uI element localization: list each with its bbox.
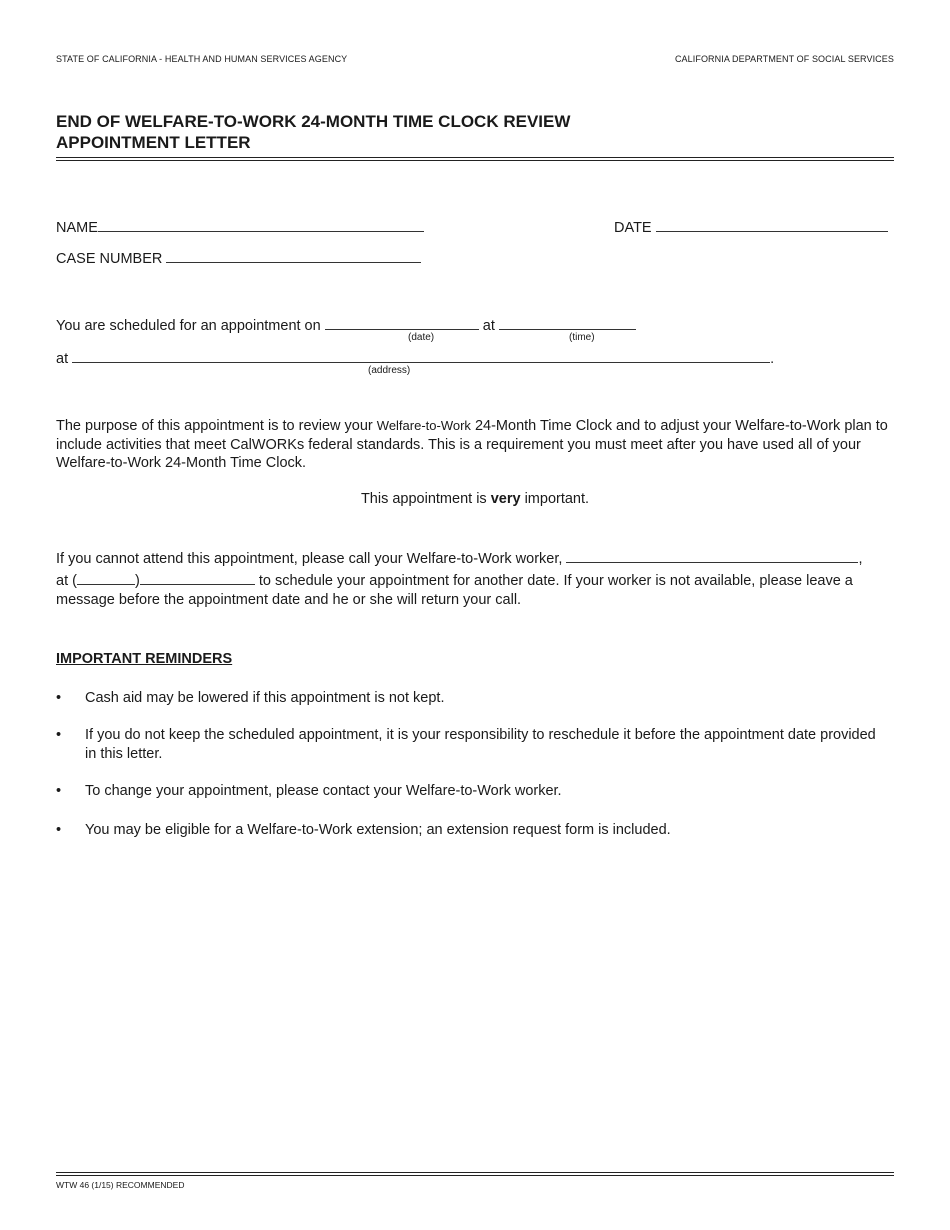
- appointment-at-word: at: [482, 318, 495, 334]
- bullet-icon: •: [56, 690, 62, 706]
- name-label: NAME: [56, 220, 98, 236]
- reminders-heading: IMPORTANT REMINDERS: [56, 651, 233, 667]
- contact-comma: ,: [858, 551, 863, 567]
- phone-number-line[interactable]: [140, 571, 255, 585]
- importance-bold: very: [490, 491, 521, 507]
- worker-name-line[interactable]: [566, 549, 858, 563]
- bullet-icon: •: [56, 783, 62, 799]
- case-number-label: CASE NUMBER: [56, 251, 163, 267]
- contact-at: at (: [56, 573, 77, 589]
- reminder-text: To change your appointment, please contact your Welfare-to-Work worker.: [85, 783, 562, 799]
- name-field[interactable]: [56, 218, 424, 236]
- address-prefix: at: [56, 351, 69, 367]
- footer-rule-top: [56, 1172, 894, 1173]
- agency-left: STATE OF CALIFORNIA - HEALTH AND HUMAN SERVICES AGENCY: [56, 54, 348, 64]
- address-period: .: [770, 351, 775, 367]
- reminder-text: If you do not keep the scheduled appointment, it is your responsibility to reschedule it before the appointment date provided in this letter.: [85, 727, 876, 762]
- bullet-icon: •: [56, 727, 62, 743]
- title-line-2: APPOINTMENT LETTER: [56, 133, 251, 152]
- appointment-intro: You are scheduled for an appointment on: [56, 318, 321, 334]
- contact-line-3: message before the appointment date and he or she will return your call.: [56, 592, 522, 608]
- contact-text-1: If you cannot attend this appointment, please call your Welfare-to-Work worker,: [56, 551, 563, 567]
- importance-before: This appointment is: [360, 491, 491, 507]
- title-line-1: END OF WELFARE-TO-WORK 24-MONTH TIME CLOCK REVIEW: [56, 112, 571, 131]
- purpose-paragraph: [56, 417, 894, 473]
- purpose-text-1: The purpose of this appointment is to review your: [56, 418, 377, 434]
- address-caption: (address): [368, 365, 411, 376]
- importance-after: important.: [520, 491, 590, 507]
- agency-right: CALIFORNIA DEPARTMENT OF SOCIAL SERVICES: [674, 54, 894, 64]
- purpose-text-2: 24-Month Time Clock and to adjust your Welfare-to-Work plan to include activities that meet CalWORKs federal standards. This is a requirement you must meet after you have used all of your Welfare-to-Work 24-Month Time Clock.: [56, 418, 888, 471]
- appointment-date-line[interactable]: [325, 316, 479, 330]
- bullet-icon: •: [56, 822, 62, 838]
- footer-rule-bottom: [56, 1175, 894, 1176]
- appointment-line: [56, 316, 636, 334]
- address-input-line[interactable]: [72, 349, 770, 363]
- name-line[interactable]: [98, 218, 424, 232]
- date-line[interactable]: [656, 218, 888, 232]
- time-caption: (time): [569, 332, 595, 343]
- contact-line-2: [56, 571, 853, 589]
- title-rule-bottom: [56, 160, 894, 161]
- reminder-text: Cash aid may be lowered if this appointment is not kept.: [85, 690, 445, 706]
- appointment-time-line[interactable]: [499, 316, 636, 330]
- reminder-text: You may be eligible for a Welfare-to-Work extension; an extension request form is included.: [85, 822, 671, 838]
- purpose-text-small: Welfare-to-Work: [376, 418, 471, 433]
- contact-text-2: to schedule your appointment for another date. If your worker is not available, please leave a: [254, 573, 853, 589]
- case-number-field[interactable]: [56, 249, 421, 267]
- contact-line-1: [56, 549, 862, 567]
- case-number-line[interactable]: [166, 249, 421, 263]
- date-label: DATE: [614, 220, 652, 236]
- page-title: [56, 111, 570, 153]
- importance-line: [0, 491, 950, 507]
- title-rule-top: [56, 157, 894, 158]
- area-code-line[interactable]: [77, 571, 135, 585]
- contact-paren: ): [134, 573, 140, 589]
- address-line: [56, 349, 774, 367]
- date-caption: (date): [408, 332, 435, 343]
- date-field[interactable]: [614, 218, 888, 236]
- form-id: WTW 46 (1/15) RECOMMENDED: [56, 1180, 185, 1190]
